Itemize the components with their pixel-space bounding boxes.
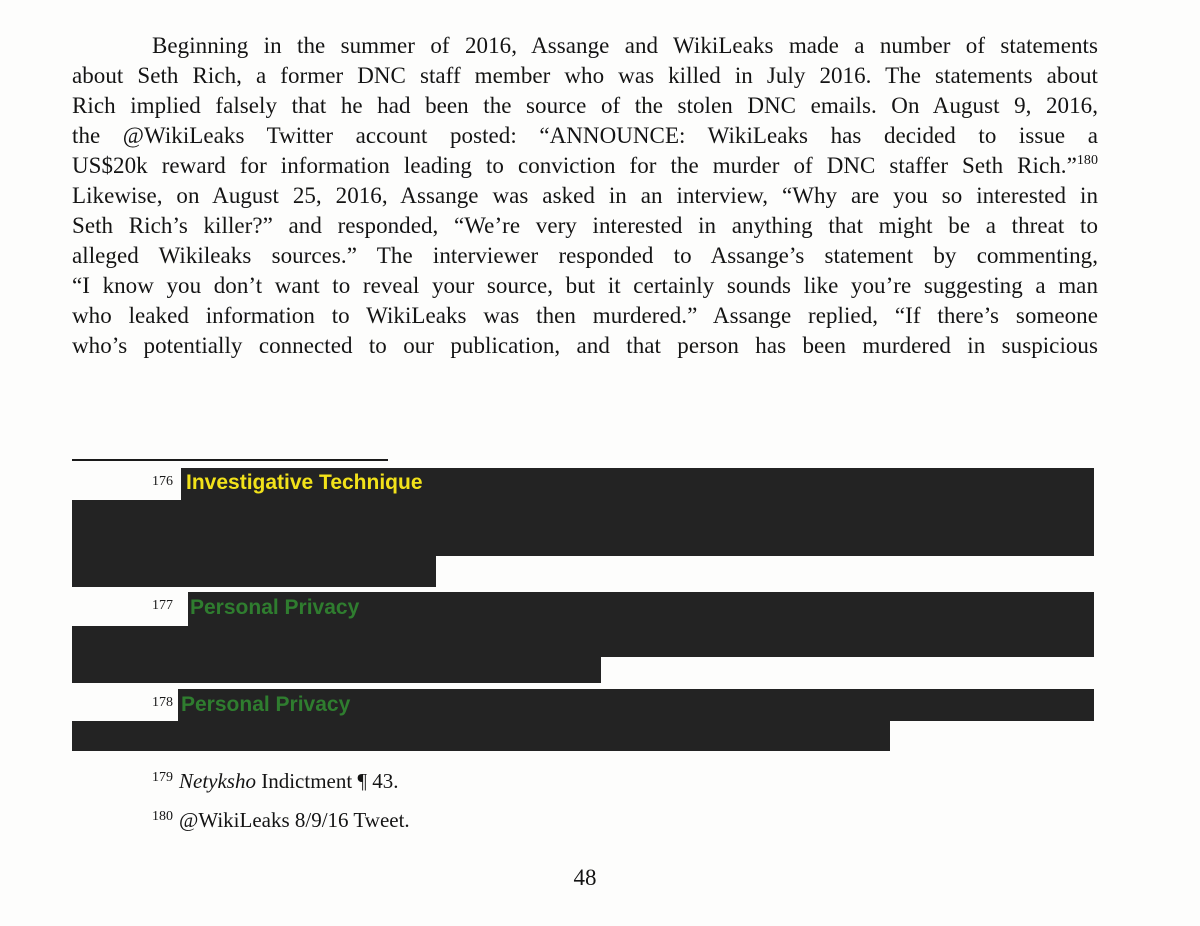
body-paragraph [72, 31, 1098, 361]
redaction-label-investigative-technique: Investigative Technique [186, 471, 423, 494]
footnote-number-180: 180 [152, 809, 173, 824]
footnote-text: @WikiLeaks 8/9/16 Tweet. [179, 808, 410, 832]
body-line: about Seth Rich, a former DNC staff member who was killed in July 2016. The statements about [72, 63, 1098, 88]
redaction-block [72, 500, 1094, 556]
page-number: 48 [573, 865, 597, 890]
footnote-ref-180[interactable]: 180 [1076, 153, 1098, 168]
body-line: Likewise, on August 25, 2016, Assange was asked in an interview, “Why are you so interested in [72, 183, 1098, 208]
redaction-block [72, 556, 436, 587]
body-line-text: US$20k reward for information leading to conviction for the murder of DNC staffer Seth Rich.” [72, 153, 1077, 178]
body-line: who leaked information to WikiLeaks was then murdered.” Assange replied, “If there’s someone [72, 303, 1098, 328]
body-line: alleged Wikileaks sources.” The interviewer responded to Assange’s statement by commenting, [72, 243, 1098, 268]
footnote-179 [152, 766, 398, 793]
redaction-label-personal-privacy: Personal Privacy [190, 596, 360, 619]
redaction-block [72, 626, 1094, 657]
footnote-number-179: 179 [152, 770, 173, 785]
body-line: Seth Rich’s killer?” and responded, “We’re very interested in anything that might be a threat to [72, 213, 1098, 238]
body-line: “I know you don’t want to reveal your source, but it certainly sounds like you’re suggesting a man [72, 273, 1098, 298]
footnote-number-178: 178 [152, 695, 173, 710]
redaction-block [72, 657, 601, 683]
body-line: Beginning in the summer of 2016, Assange and WikiLeaks made a number of statements [152, 33, 1098, 58]
footnote-text: Indictment ¶ 43. [255, 769, 399, 793]
body-line: who’s potentially connected to our publication, and that person has been murdered in suspicious [72, 333, 1098, 358]
footnote-italic-case-name: Netyksho [179, 769, 256, 793]
redaction-block [72, 721, 890, 751]
redaction-label-personal-privacy: Personal Privacy [181, 693, 351, 716]
footnote-180 [152, 805, 410, 832]
body-line-with-footnote [72, 151, 1098, 181]
footnote-separator [72, 459, 388, 461]
body-line: Rich implied falsely that he had been the source of the stolen DNC emails. On August 9, 2016, [72, 93, 1098, 118]
footnote-number-176: 176 [152, 474, 173, 489]
body-line: the @WikiLeaks Twitter account posted: “ANNOUNCE: WikiLeaks has decided to issue a [72, 123, 1098, 148]
footnote-number-177: 177 [152, 598, 173, 613]
